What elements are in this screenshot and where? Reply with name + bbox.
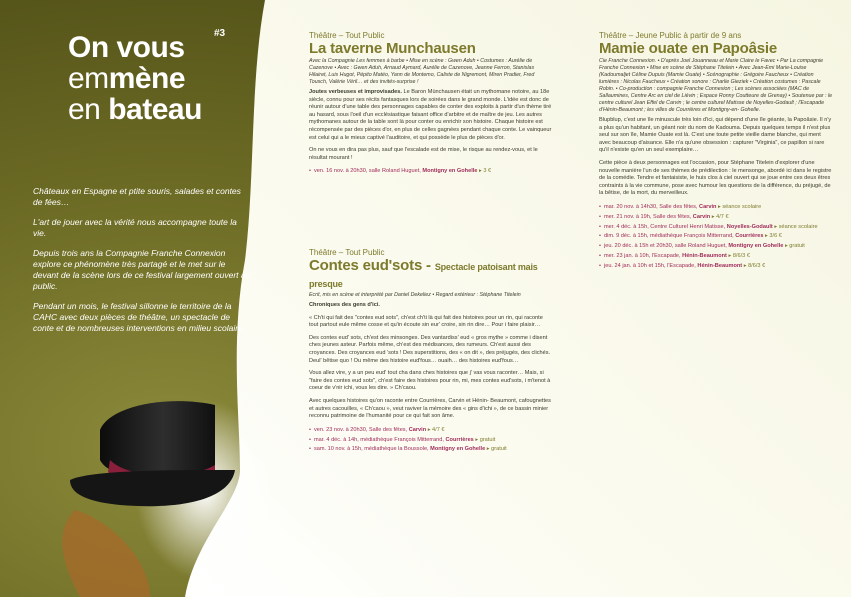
edition-number: #3 <box>214 28 226 39</box>
show-credits: Cie Franche Connexion. • D'après Joel Jouanneau et Marie Claire le Favec • Par La compagnie Franche Connexion • Mise en scène de Stéphane Titelein • Avec Jean-Emi Marie-Louise (Kadoumaljet Céline Dupuis (Mamie Ouate) • Scénographie : Grégoire Faucheux • Création lumières : Nicolas Faucheux • Création sonore : Charlie Gieziek • Création costumes : Pascale Robin. • Co-production : compagnie Franche Connexion ; Les scènes associées (MAC de Sallaumines, Centre Arc en ciel de Liévin ; Espace Ronny Coutteure de Grenay) • Soutenue par : le centre culturel Jean Effel de Carvin ; le centre culturel Matisse de Noyelles-Godault ; l'Escapade d'Hénin-Beaumont ; les villes de Courrières et Montigny-en- Gohelle. <box>599 58 833 113</box>
show-category: Théâtre – Tout Public <box>309 31 385 40</box>
intro-paragraph: Pendant un mois, le festival sillonne le territoire de la CAHC avec deux pièces de théâtre, un spectacle de conte et de nombreuses interventions en milieu scolaire. <box>33 301 246 333</box>
intro-paragraph: Châteaux en Espagne et ptite souris, salades et contes de fées… <box>33 186 241 207</box>
show-credits: Avec la Compagnie Les femmes à barbe • Mise en scène : Gwen Aduh • Costumes : Aurélie de Cazenove • Avec : Gwen Aduh, Arnaud Aymard, Aurélie de Cazenove, Jeanne Ferron, Stanislas Hilairet, Luis Hugot, Pépito Matéo, Yann de Montemo, Calixte de Nigremont, Miren Pradier, Fred Tousch, Valérie Véril… et des invités-surprise ! <box>309 58 535 85</box>
date-item: • mar. 20 nov. à 14h30, Salle des fêtes, Carvin ▸ séance scolaire <box>599 203 833 213</box>
date-item: • sam. 10 nov. à 15h, médiathèque la Boussole, Montigny en Gohelle ▸ gratuit <box>309 445 552 455</box>
date-item: • mer. 23 jan. à 10h, l'Escapade, Hénin-Beaumont ▸ 8/6/3 € <box>599 252 833 262</box>
date-item: • mar. 4 déc. à 14h, médiathèque François Mitterrand, Courrières ▸ gratuit <box>309 436 552 446</box>
date-item: • mer. 4 déc. à 15h, Centre Culturel Henri Matisse, Noyelles-Godault ▸ séance scolaire <box>599 223 833 233</box>
festival-title <box>68 28 226 126</box>
date-item: • jeu. 20 déc. à 15h et 20h30, salle Roland Huguet, Montigny en Gohelle ▸ gratuit <box>599 242 833 252</box>
show-category: Théâtre – Tout Public <box>309 248 385 257</box>
title-line-1: On vous <box>68 31 185 64</box>
show-subtitle: Chroniques des gens d'ici. <box>309 302 380 308</box>
intro-paragraph: Depuis trois ans la Compagnie Franche Connexion explore ce phénomène très partagé et le met sur le devant de la scène lors de ce festival largement ouvert au public. <box>33 248 251 291</box>
show-description: Vous allez vire, y a un peu eud' tout cha dans ches histoires que j' vas vous raconter… Mais, si "faire des contes eud sots", ch'est faire des histoires pour rin, mi, mes contes eud'sots, i m'tenot à coeur de v'nir ichi, vous les dire. » Ch'caou. <box>309 370 551 392</box>
intro-text <box>33 186 251 343</box>
show-description: Avec quelques histoires qu'on raconte entre Courrières, Carvin et Hénin- Beaumont, cafougnettes et autres cacouilles, « Ch'caou », veut raviver la mémoire des « gins d'ichi », de ce bassin minier reconnu patrimoine de l'humanité pour ce qui fait son âme. <box>309 397 551 420</box>
date-item: • dim. 9 déc. à 15h, médiathèque François Mitterrand, Courrières ▸ 3/6 € <box>599 232 833 242</box>
show-contes <box>309 248 552 455</box>
show-mamie-ouate <box>599 31 833 272</box>
date-item: • jeu. 24 jan. à 10h et 15h, l'Escapade, Hénin-Beaumont ▸ 8/6/3 € <box>599 262 833 272</box>
show-taverne <box>309 31 552 177</box>
show-description: Cette pièce à deux personnages est l'occasion, pour Stéphane Titelein d'explorer d'une nouvelle manière l'un de ses thèmes de prédilection : le mensonge, abordé ici dans le registre de la comédie. Tendre et fantaisiste, le huis clos à ciel ouvert qui se joue entre ces deux êtres contraints à la vie commune, pose avec humour les questions de la différence, du préjugé, de la bêtise, de la mort, du merveilleux. <box>599 159 832 197</box>
show-dates <box>309 426 552 455</box>
show-description: Joutes verbeuses et improvisades. Le Baron Münchausen était un mythomane notoire, au 18e siècle, connu pour ses récits fantasques lors de soirées dans le grand monde. L'idée est donc de réunir autour d'une table des personnages capables de conter des exploits à partir d'un thème tiré au hasard, sous l'oeil d'un ecclésiastique faisant office d'arbitre et de maître de jeu. Les autres mythomanes autour de la table sont là pour conter ou enrichir son histoire. Chaque histoire est récompensée par des pièces d'or, en plus de celles gagnées pendant chaque conte. Le vainqueur est celui qui a le mieux captivé l'auditoire, et qui possède le plus de pièces d'or. <box>309 89 552 141</box>
show-credits: Ecrit, mis en scène et interprété par Daniel Dekeliez • Regard extérieur : Stéphane Titelein <box>309 292 521 298</box>
title-line-3: en bateau <box>68 93 202 126</box>
show-title: Contes eud'sots - Spectacle patoisant mais presque <box>309 257 538 289</box>
show-category: Théâtre – Jeune Public à partir de 9 ans <box>599 31 742 40</box>
show-description: « Ch'ti qui fait des "contes eud sots", ch'est ch'ti là qui fait des histoires pour un rin, qui raconte tout partout eule même cosse et qu'in écoute sin eur' croire, sin rin dire… Pour i faire plaisir… <box>309 314 543 329</box>
date-item: • ven. 23 nov. à 20h30, Salle des fêtes, Carvin ▸ 4/7 € <box>309 426 552 436</box>
show-dates <box>599 203 833 272</box>
intro-paragraph: L'art de jouer avec la vérité nous accompagne toute la vie. <box>33 217 237 238</box>
show-dates <box>309 167 552 177</box>
show-title: La taverne Munchausen <box>309 40 476 57</box>
show-description: Des contes eud' sots, ch'est des minsonges. Des vantardiss' eud « gros mythe » comme i disent ches jeunes asteur. Parfois même, ch'est des médisances, des rumeurs. Ch'est aussi des croyances. Des croyances eud 'sots ! Des superstitions, des « on dit », des préjugés, des clichés. Deul' bêtise quo ! Ou même des histoire eud'fous… ouaih… des histoires eud'fous… <box>309 334 551 364</box>
title-line-2: emmène <box>68 62 186 95</box>
show-description: On ne vous en dira pas plus, sauf que l'escalade est de mise, le risque au rendez-vous, et le résultat mourant ! <box>309 147 538 161</box>
date-item: • mer. 21 nov. à 19h, Salle des fêtes, Carvin ▸ 4/7 € <box>599 213 833 223</box>
date-item: • ven. 16 nov. à 20h30, salle Roland Huguet, Montigny en Gohelle ▸ 3 € <box>309 167 552 177</box>
show-title: Mamie ouate en Papoâsie <box>599 40 777 57</box>
show-description: Blupblup, c'est une île minuscule très loin d'ici, qui dépend d'une île géante, la Papoâsie. Il n'y a plus qu'un habitant, un géant noir du nom de Kadouma. Depuis quelques temps il n'est plus seul sur son île, Mamie Ouate est là. C'est une toute petite vieille dame blanche, qui ment avec beaucoup d'aisance. Elle n'a qu'une obsession : capturer "Virginia", ce papillon si rare qu'il n'existe qu'en un seul exemplaire… <box>599 117 832 154</box>
